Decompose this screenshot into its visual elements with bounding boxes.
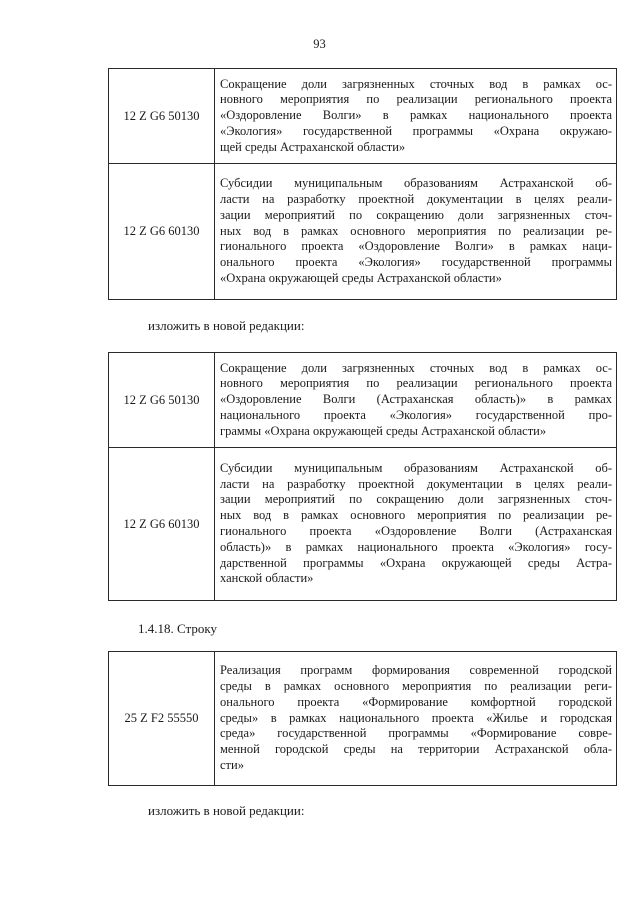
desc-line: ласти на разработку проектной документации в целях реали- <box>220 476 612 491</box>
table-row <box>109 164 617 300</box>
table-new-g6 <box>108 352 617 601</box>
desc-line: Реализация программ формирования современной городской <box>220 663 612 678</box>
desc-line: Субсидии муниципальным образованиям Астраханской об- <box>220 460 612 475</box>
table-row <box>109 69 617 164</box>
desc-line: граммы «Охрана окружающей среды Астраханской области» <box>220 423 547 438</box>
row-description <box>215 448 617 601</box>
row-description <box>215 652 617 786</box>
desc-line: среды» в рамках национального проекта «Жилье и городская <box>220 710 612 725</box>
desc-line: «Оздоровление Волги (Астраханская область)» в рамках <box>220 392 612 407</box>
table-row <box>109 652 617 786</box>
row-code: 12 Z G6 60130 <box>109 448 215 601</box>
desc-line: ных вод в рамках основного мероприятия по реализации ре- <box>220 508 612 523</box>
desc-line: онального проекта «Экология» государственной программы <box>220 255 612 270</box>
desc-line: новного мероприятия по реализации регионального проекта <box>220 376 612 391</box>
row-description <box>215 353 617 448</box>
desc-line: гионального проекта «Оздоровление Волги» в рамках наци- <box>220 239 612 254</box>
desc-line: «Экология» государственной программы «Охрана окружаю- <box>220 123 612 138</box>
desc-line: среды в рамках основного мероприятия по реализации реги- <box>220 679 612 693</box>
desc-line: менной городской среды на территории Астраханской обла- <box>220 742 612 757</box>
table-original-f2 <box>108 651 617 786</box>
desc-line: Сокращение доли загрязненных сточных вод в рамках ос- <box>220 76 612 91</box>
desc-line: Сокращение доли загрязненных сточных вод в рамках ос- <box>220 360 612 375</box>
desc-line: дарственной программы «Охрана окружающей среды Астра- <box>220 555 612 570</box>
page-number: 93 <box>313 37 326 51</box>
desc-line: ласти на разработку проектной документации в целях реали- <box>220 192 612 206</box>
instruction-text: изложить в новой редакции: <box>148 803 305 818</box>
row-code: 12 Z G6 60130 <box>109 164 215 300</box>
row-description <box>215 69 617 164</box>
desc-line: «Охрана окружающей среды Астраханской области» <box>220 270 502 285</box>
desc-line: «Оздоровление Волги» в рамках национального проекта <box>220 108 612 123</box>
desc-line: область)» в рамках национального проекта «Экология» госу- <box>220 539 612 554</box>
row-code: 25 Z F2 55550 <box>109 652 215 786</box>
desc-line: среда» государственной программы «Формирование совре- <box>220 726 612 741</box>
desc-line: ных вод в рамках основного мероприятия по реализации ре- <box>220 223 612 238</box>
desc-line: Субсидии муниципальным образованиям Астраханской об- <box>220 176 612 191</box>
table-row <box>109 353 617 448</box>
desc-line: ханской области» <box>220 571 314 586</box>
desc-line: сти» <box>220 757 244 772</box>
desc-line: новного мероприятия по реализации регионального проекта <box>220 92 612 107</box>
table-row <box>109 448 617 601</box>
desc-line: онального проекта «Формирование комфортной городской <box>220 694 612 709</box>
desc-line: зации мероприятий по сокращению доли загрязненных сточ- <box>220 207 612 222</box>
desc-line: зации мероприятий по сокращению доли загрязненных сточ- <box>220 492 612 507</box>
desc-line: щей среды Астраханской области» <box>220 139 406 154</box>
desc-line: гионального проекта «Оздоровление Волги (Астраханская <box>220 524 612 538</box>
instruction-text: 1.4.18. Строку <box>138 621 217 636</box>
row-code: 12 Z G6 50130 <box>109 353 215 448</box>
desc-line: национального проекта «Экология» государственной про- <box>220 407 612 422</box>
table-original-g6 <box>108 68 617 300</box>
row-code: 12 Z G6 50130 <box>109 69 215 164</box>
instruction-text: изложить в новой редакции: <box>148 318 305 333</box>
row-description <box>215 164 617 300</box>
